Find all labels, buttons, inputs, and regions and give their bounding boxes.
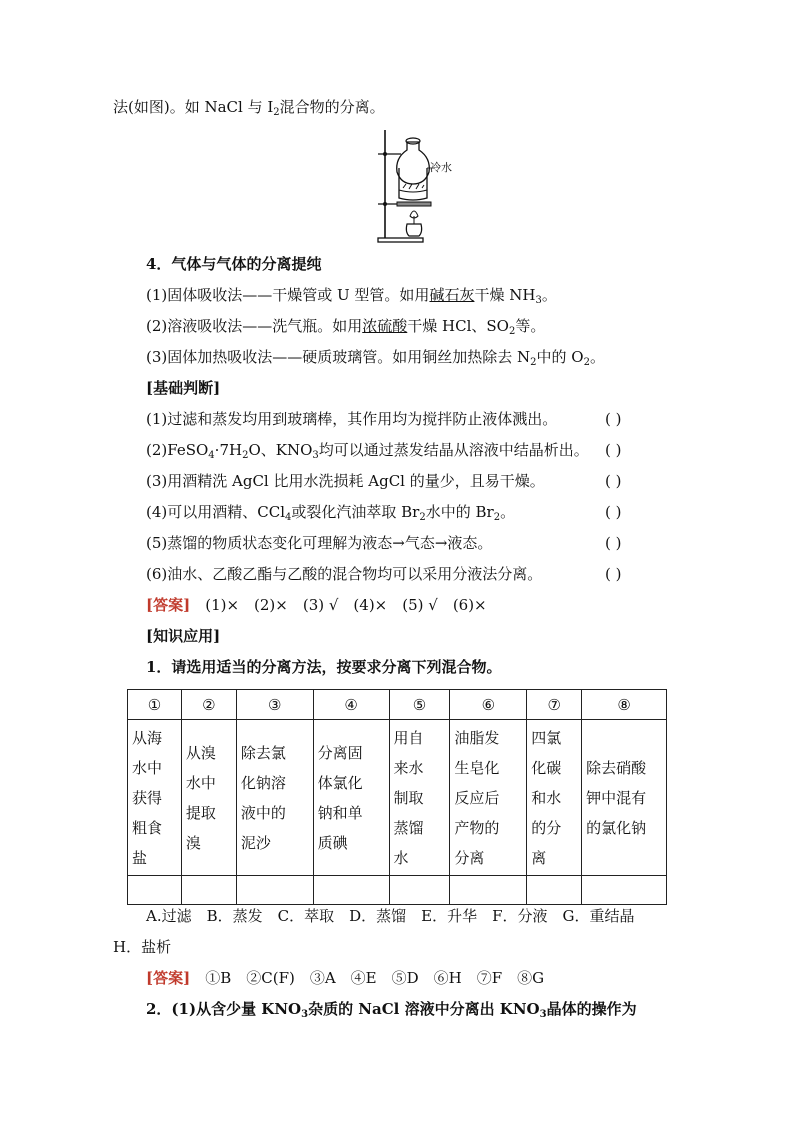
section-item-2: (2)溶液吸收法——洗气瓶。如用浓硫酸干燥 HCl、$SO_2$等。 bbox=[146, 317, 546, 337]
section-item-3: (3)固体加热吸收法——硬质玻璃管。如用铜丝加热除去 $N_2$中的 $O_2$。 bbox=[146, 348, 605, 368]
table-header-cell: ③ bbox=[236, 690, 313, 720]
table-cell-5: 用自 来水 制取 蒸馏 水 bbox=[389, 720, 450, 876]
answer-label: [答案] bbox=[146, 969, 191, 987]
table-cell-4: 分离固 体氯化 钠和单 质碘 bbox=[313, 720, 389, 876]
judgement-q4: (4)可以用酒精、CCl$_4$或裂化汽油萃取 $Br_2$水中的 $Br_2$。 bbox=[146, 503, 516, 523]
table-cell-1: 从海 水中 获得 粗食 盐 bbox=[128, 720, 182, 876]
section-title: 4．气体与气体的分离提纯 bbox=[146, 255, 322, 273]
table-header-cell: ⑧ bbox=[582, 690, 667, 720]
table-header-cell: ⑦ bbox=[527, 690, 582, 720]
table-row bbox=[128, 720, 667, 876]
table-cell-2: 从溴 水中 提取 溴 bbox=[181, 720, 236, 876]
answer-blank: ( ) bbox=[605, 472, 622, 490]
answer-cell[interactable] bbox=[128, 876, 182, 905]
table-header-cell: ⑤ bbox=[389, 690, 450, 720]
answer-blank: ( ) bbox=[605, 565, 622, 583]
answer-cell[interactable] bbox=[527, 876, 582, 905]
judgement-q1: (1)过滤和蒸发均用到玻璃棒，其作用均为搅拌防止液体溅出。 bbox=[146, 410, 558, 428]
application-q2: 2．(1)从含少量 $KNO_3$杂质的 NaCl 溶液中分离出 $KNO_3$晶体的操作为 bbox=[146, 1000, 637, 1020]
answer-blank: ( ) bbox=[605, 441, 622, 459]
figure-label: 冷水 bbox=[430, 161, 452, 174]
options-line-1: A.过滤 B．蒸发 C．萃取 D．蒸馏 E．升华 F．分液 G．重结晶 bbox=[146, 907, 635, 925]
answer-blank: ( ) bbox=[605, 410, 622, 428]
table-header-cell: ⑥ bbox=[450, 690, 527, 720]
judgement-answer: [答案] (1)× (2)× (3) √ (4)× (5) √ (6)× bbox=[146, 596, 487, 614]
answer-cell[interactable] bbox=[236, 876, 313, 905]
sublimation-apparatus-figure bbox=[375, 128, 455, 244]
section-item-1: (1)固体吸收法——干燥管或 U 型管。如用碱石灰干燥 $NH_3$。 bbox=[146, 286, 557, 306]
judgement-heading: [基础判断] bbox=[146, 379, 221, 397]
table-cell-6: 油脂发 生皂化 反应后 产物的 分离 bbox=[450, 720, 527, 876]
answer-label: [答案] bbox=[146, 596, 191, 614]
table-header-cell: ② bbox=[181, 690, 236, 720]
answer-blank: ( ) bbox=[605, 503, 622, 521]
application-heading: [知识应用] bbox=[146, 627, 221, 645]
table-cell-8: 除去硝酸 钾中混有 的氯化钠 bbox=[582, 720, 667, 876]
answer-cell[interactable] bbox=[582, 876, 667, 905]
judgement-q6: (6)油水、乙酸乙酯与乙酸的混合物均可以采用分液法分离。 bbox=[146, 565, 543, 583]
application-answer: [答案] ①B ②C(F) ③A ④E ⑤D ⑥H ⑦F ⑧G bbox=[146, 969, 545, 987]
judgement-q3: (3)用酒精洗 AgCl 比用水洗损耗 AgCl 的量少，且易干燥。 bbox=[146, 472, 545, 490]
table-cell-7: 四氯 化碳 和水 的分 离 bbox=[527, 720, 582, 876]
answer-cell[interactable] bbox=[389, 876, 450, 905]
answer-cell[interactable] bbox=[450, 876, 527, 905]
answer-cell[interactable] bbox=[181, 876, 236, 905]
intro-line: 法(如图)。如 NaCl 与 $I_2$混合物的分离。 bbox=[113, 98, 385, 118]
answer-blank: ( ) bbox=[605, 534, 622, 552]
table-header-cell: ① bbox=[128, 690, 182, 720]
table-header-row bbox=[128, 690, 667, 720]
judgement-q5: (5)蒸馏的物质状态变化可理解为液态→气态→液态。 bbox=[146, 534, 493, 552]
options-line-2: H．盐析 bbox=[113, 938, 172, 956]
table-cell-3: 除去氯 化钠溶 液中的 泥沙 bbox=[236, 720, 313, 876]
answer-cell[interactable] bbox=[313, 876, 389, 905]
separation-table bbox=[127, 689, 667, 905]
application-q1: 1．请选用适当的分离方法，按要求分离下列混合物。 bbox=[146, 658, 502, 676]
judgement-q2: $(2)FeSO_4\cdot 7H_2O$、$KNO_3$均可以通过蒸发结晶从溶液中结晶析出。 bbox=[146, 441, 589, 461]
table-header-cell: ④ bbox=[313, 690, 389, 720]
table-answer-row bbox=[128, 876, 667, 905]
